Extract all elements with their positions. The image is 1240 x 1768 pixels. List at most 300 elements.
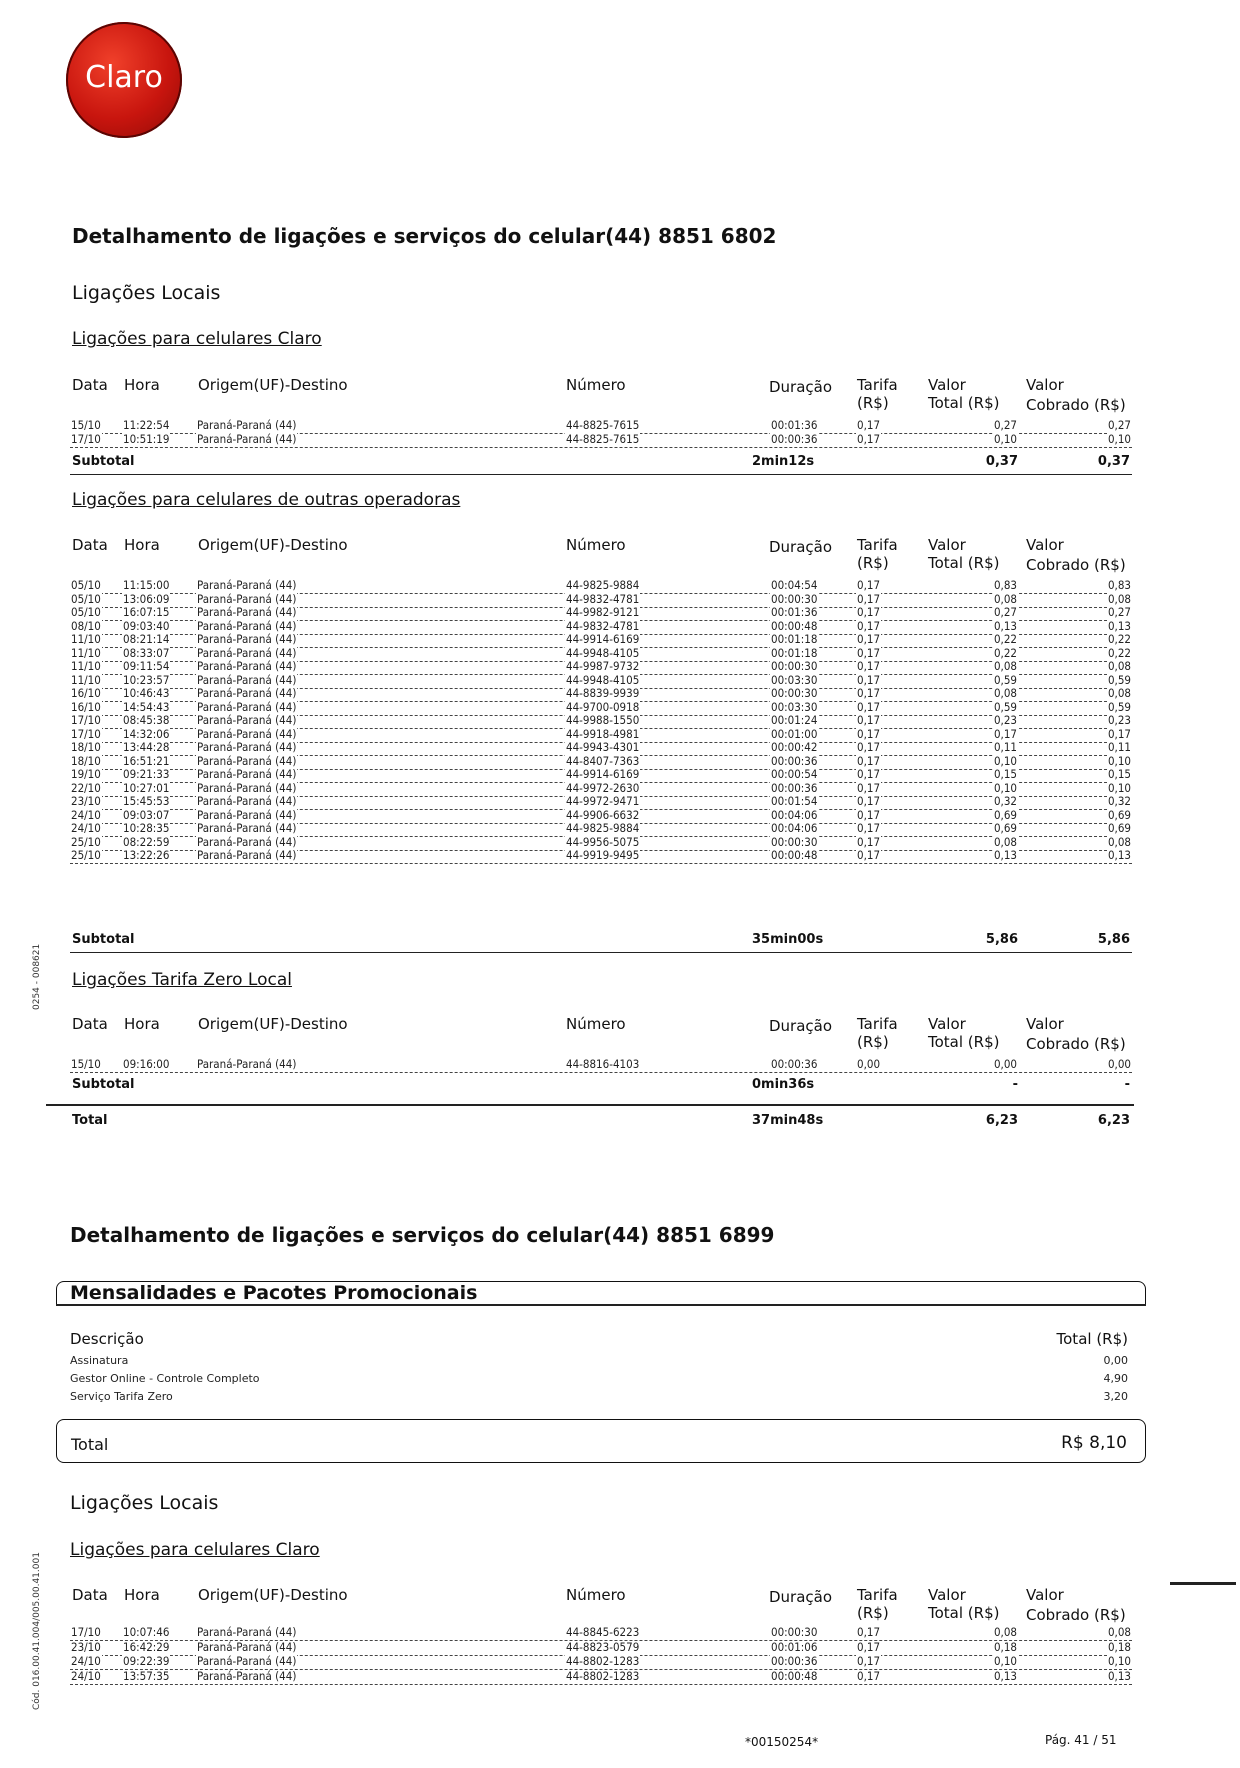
header-duracao: Duração	[769, 1017, 833, 1035]
cell-numero: 44-9948-4105	[566, 672, 640, 687]
cell-origem: Paraná-Paraná (44)	[197, 418, 297, 432]
cell-data: 24/10	[71, 1654, 101, 1668]
cell-data: 05/10	[71, 578, 101, 592]
cell-valor-total: 0,10	[993, 431, 1017, 446]
cell-data: 11/10	[71, 632, 101, 646]
cell-numero: 44-9956-5075	[566, 834, 640, 849]
cell-duracao: 00:00:54	[771, 767, 818, 781]
cell-data: 17/10	[71, 713, 101, 727]
cell-hora: 14:54:43	[123, 699, 170, 714]
cell-numero: 44-9919-9495	[566, 848, 640, 862]
cell-hora: 11:22:54	[123, 418, 170, 432]
cell-data: 23/10	[71, 1639, 101, 1654]
cell-valor-cobrado: 0,10	[1107, 780, 1131, 795]
cell-hora: 09:21:33	[123, 767, 170, 781]
cell-hora: 08:45:38	[123, 713, 170, 727]
cell-origem: Paraná-Paraná (44)	[197, 726, 297, 741]
cell-valor-total: 0,69	[993, 807, 1017, 822]
cell-numero: 44-9988-1550	[566, 713, 640, 727]
header-vt2: Total (R$)	[928, 1033, 1000, 1051]
cell-valor-total: 0,08	[993, 591, 1017, 606]
cell-valor-total: 0,10	[993, 1654, 1017, 1668]
mensalidade-value: 4,90	[1103, 1372, 1128, 1385]
header-numero: Número	[566, 376, 626, 394]
cell-origem: Paraná-Paraná (44)	[197, 1639, 297, 1654]
header-hora: Hora	[124, 376, 160, 394]
cell-data: 11/10	[71, 645, 101, 660]
header-origem: Origem(UF)-Destino	[198, 536, 348, 554]
header-numero: Número	[566, 1015, 626, 1033]
subtotal-row	[70, 454, 1132, 472]
subtotal-valor-cobrado: 6,23	[1097, 1113, 1130, 1128]
cell-valor-cobrado: 0,59	[1107, 672, 1131, 687]
cell-valor-cobrado: 0,10	[1107, 753, 1131, 768]
cell-hora: 14:32:06	[123, 726, 170, 741]
header-origem: Origem(UF)-Destino	[198, 1015, 348, 1033]
cell-tarifa: 0,17	[857, 618, 881, 633]
cell-valor-total: 0,00	[993, 1057, 1017, 1071]
subtotal-underline	[70, 474, 1132, 475]
block-zero-title: Ligações Tarifa Zero Local	[72, 970, 292, 990]
subtotal-valor-total: 0,37	[985, 454, 1018, 469]
cell-data: 24/10	[71, 1668, 101, 1683]
cell-tarifa: 0,17	[857, 605, 881, 619]
cell-data: 17/10	[71, 726, 101, 741]
cell-duracao: 00:00:36	[771, 780, 818, 795]
cell-data: 19/10	[71, 767, 101, 781]
cell-origem: Paraná-Paraná (44)	[197, 431, 297, 446]
cell-origem: Paraná-Paraná (44)	[197, 645, 297, 660]
header-numero: Número	[566, 1586, 626, 1604]
header-tarifa2: (R$)	[857, 1604, 889, 1622]
table-row	[70, 1626, 1132, 1641]
header-data: Data	[72, 536, 108, 554]
cell-tarifa: 0,17	[857, 659, 881, 673]
cell-hora: 09:22:39	[123, 1654, 170, 1668]
cell-hora: 10:28:35	[123, 821, 170, 835]
cell-data: 15/10	[71, 1057, 101, 1071]
cell-numero: 44-9982-9121	[566, 605, 640, 619]
cell-hora: 13:22:26	[123, 848, 170, 862]
cell-origem: Paraná-Paraná (44)	[197, 767, 297, 781]
cell-valor-cobrado: 0,83	[1107, 578, 1131, 592]
subtotal-valor-cobrado: 0,37	[1097, 454, 1130, 469]
cell-tarifa: 0,17	[857, 1668, 881, 1683]
header-tarifa1: Tarifa	[857, 536, 898, 554]
cell-data: 11/10	[71, 659, 101, 673]
page-number: Pág. 41 / 51	[1045, 1733, 1117, 1747]
cell-valor-total: 0,13	[993, 848, 1017, 862]
cell-numero: 44-9825-9884	[566, 821, 640, 835]
cell-numero: 44-9825-9884	[566, 578, 640, 592]
cell-tarifa: 0,17	[857, 726, 881, 741]
section1-title: Detalhamento de ligações e serviços do celular(44) 8851 6802	[72, 224, 777, 248]
cell-origem: Paraná-Paraná (44)	[197, 618, 297, 633]
cell-valor-total: 0,83	[993, 578, 1017, 592]
header-vt1: Valor	[928, 376, 966, 394]
mensalidade-value: 3,20	[1103, 1390, 1128, 1403]
cell-hora: 16:42:29	[123, 1639, 170, 1654]
cell-valor-cobrado: 0,08	[1107, 834, 1131, 849]
cell-valor-cobrado: 0,11	[1107, 740, 1131, 754]
cell-numero: 44-9914-6169	[566, 767, 640, 781]
table-row	[70, 849, 1132, 864]
cell-origem: Paraná-Paraná (44)	[197, 848, 297, 862]
header-hora: Hora	[124, 536, 160, 554]
header-tarifa1: Tarifa	[857, 1586, 898, 1604]
cell-origem: Paraná-Paraná (44)	[197, 834, 297, 849]
subtotal-label: Subtotal	[72, 454, 135, 469]
cell-tarifa: 0,17	[857, 632, 881, 646]
header-duracao: Duração	[769, 538, 833, 556]
mensalidades-title: Mensalidades e Pacotes Promocionais	[70, 1282, 478, 1304]
header-hora: Hora	[124, 1586, 160, 1604]
subtotal-valor-cobrado: -	[1124, 1077, 1130, 1092]
descricao-header: Descrição	[70, 1330, 144, 1348]
table-row	[70, 1058, 1132, 1073]
mensalidades-total-box	[56, 1419, 1146, 1463]
cell-origem: Paraná-Paraná (44)	[197, 740, 297, 754]
mensalidades-underline	[56, 1304, 1146, 1306]
header-duracao: Duração	[769, 1588, 833, 1606]
cell-valor-total: 0,08	[993, 659, 1017, 673]
header-vc1: Valor	[1026, 376, 1064, 394]
cell-tarifa: 0,17	[857, 1654, 881, 1668]
cell-duracao: 00:00:36	[771, 431, 818, 446]
cell-origem: Paraná-Paraná (44)	[197, 807, 297, 822]
mensalidade-desc: Gestor Online - Controle Completo	[70, 1372, 260, 1385]
cell-duracao: 00:01:06	[771, 1639, 818, 1654]
cell-numero: 44-9832-4781	[566, 591, 640, 606]
cell-valor-total: 0,27	[993, 605, 1017, 619]
header-vc1: Valor	[1026, 1586, 1064, 1604]
cell-origem: Paraná-Paraná (44)	[197, 1625, 297, 1639]
table-header-1	[0, 376, 1240, 416]
subtotal-valor-total: -	[1012, 1077, 1018, 1092]
cell-valor-cobrado: 0,13	[1107, 1668, 1131, 1683]
cell-numero: 44-8845-6223	[566, 1625, 640, 1639]
cell-tarifa: 0,17	[857, 821, 881, 835]
cell-numero: 44-9948-4105	[566, 645, 640, 660]
mensalidades-total-label: Total	[71, 1435, 109, 1454]
cell-valor-cobrado: 0,17	[1107, 726, 1131, 741]
cell-valor-cobrado: 0,13	[1107, 848, 1131, 862]
cell-numero: 44-8816-4103	[566, 1057, 640, 1071]
cell-valor-cobrado: 0,69	[1107, 807, 1131, 822]
subtotal-valor-total: 5,86	[985, 932, 1018, 947]
table-row	[70, 1670, 1132, 1685]
cell-valor-total: 0,17	[993, 726, 1017, 741]
cell-duracao: 00:01:18	[771, 632, 818, 646]
cell-tarifa: 0,17	[857, 848, 881, 862]
header-vc1: Valor	[1026, 1015, 1064, 1033]
subtotal-label: Total	[72, 1113, 108, 1128]
cell-origem: Paraná-Paraná (44)	[197, 578, 297, 592]
section2-sub-locais: Ligações Locais	[70, 1492, 219, 1514]
header-data: Data	[72, 376, 108, 394]
cell-origem: Paraná-Paraná (44)	[197, 821, 297, 835]
cell-data: 24/10	[71, 821, 101, 835]
header-vc2: Cobrado (R$)	[1026, 396, 1126, 414]
header-vc2: Cobrado (R$)	[1026, 1606, 1126, 1624]
section2-title: Detalhamento de ligações e serviços do celular(44) 8851 6899	[70, 1223, 775, 1247]
header-tarifa1: Tarifa	[857, 1015, 898, 1033]
side-code-top: 0254 - 008621	[32, 943, 42, 1010]
cell-duracao: 00:00:36	[771, 753, 818, 768]
cell-hora: 09:16:00	[123, 1057, 170, 1071]
cell-origem: Paraná-Paraná (44)	[197, 699, 297, 714]
cell-valor-total: 0,13	[993, 618, 1017, 633]
header-tarifa2: (R$)	[857, 554, 889, 572]
cell-numero: 44-9987-9732	[566, 659, 640, 673]
cell-data: 18/10	[71, 740, 101, 754]
header-hora: Hora	[124, 1015, 160, 1033]
cell-valor-total: 0,11	[993, 740, 1017, 754]
cell-hora: 08:33:07	[123, 645, 170, 660]
cell-numero: 44-9914-6169	[566, 632, 640, 646]
cell-hora: 09:03:07	[123, 807, 170, 822]
cell-duracao: 00:01:36	[771, 605, 818, 619]
cell-data: 15/10	[71, 418, 101, 432]
cell-data: 25/10	[71, 834, 101, 849]
margin-mark	[1170, 1582, 1236, 1585]
header-vt1: Valor	[928, 1586, 966, 1604]
header-origem: Origem(UF)-Destino	[198, 1586, 348, 1604]
cell-duracao: 00:01:54	[771, 794, 818, 808]
cell-duracao: 00:01:24	[771, 713, 818, 727]
cell-duracao: 00:00:30	[771, 686, 818, 700]
cell-hora: 13:57:35	[123, 1668, 170, 1683]
claro-logo	[66, 22, 182, 138]
table-header-3	[0, 1015, 1240, 1055]
cell-numero: 44-9700-0918	[566, 699, 640, 714]
cell-origem: Paraná-Paraná (44)	[197, 1668, 297, 1683]
header-tarifa1: Tarifa	[857, 376, 898, 394]
cell-origem: Paraná-Paraná (44)	[197, 672, 297, 687]
cell-hora: 16:07:15	[123, 605, 170, 619]
cell-tarifa: 0,17	[857, 431, 881, 446]
section2-block-claro-title: Ligações para celulares Claro	[70, 1540, 320, 1560]
cell-numero: 44-9918-4981	[566, 726, 640, 741]
cell-valor-cobrado: 0,32	[1107, 794, 1131, 808]
cell-duracao: 00:00:36	[771, 1654, 818, 1668]
subtotal-duracao: 2min12s	[752, 454, 815, 469]
cell-duracao: 00:04:54	[771, 578, 818, 592]
header-vc2: Cobrado (R$)	[1026, 1035, 1126, 1053]
cell-valor-total: 0,10	[993, 780, 1017, 795]
cell-hora: 13:44:28	[123, 740, 170, 754]
cell-data: 05/10	[71, 591, 101, 606]
cell-numero: 44-8802-1283	[566, 1668, 640, 1683]
cell-origem: Paraná-Paraná (44)	[197, 605, 297, 619]
cell-numero: 44-9832-4781	[566, 618, 640, 633]
cell-hora: 09:11:54	[123, 659, 170, 673]
cell-duracao: 00:00:36	[771, 1057, 818, 1071]
cell-hora: 10:46:43	[123, 686, 170, 700]
cell-hora: 10:27:01	[123, 780, 170, 795]
cell-valor-total: 0,22	[993, 632, 1017, 646]
table-header-2	[0, 536, 1240, 576]
cell-data: 16/10	[71, 699, 101, 714]
cell-valor-cobrado: 0,10	[1107, 1654, 1131, 1668]
block-claro-title: Ligações para celulares Claro	[72, 329, 322, 349]
cell-valor-cobrado: 0,08	[1107, 686, 1131, 700]
cell-valor-total: 0,22	[993, 645, 1017, 660]
cell-tarifa: 0,17	[857, 591, 881, 606]
cell-data: 16/10	[71, 686, 101, 700]
cell-valor-total: 0,08	[993, 1625, 1017, 1639]
cell-origem: Paraná-Paraná (44)	[197, 686, 297, 700]
cell-duracao: 00:00:30	[771, 1625, 818, 1639]
block-outras-title: Ligações para celulares de outras operadoras	[72, 490, 461, 510]
cell-valor-total: 0,08	[993, 834, 1017, 849]
cell-valor-cobrado: 0,59	[1107, 699, 1131, 714]
header-vt2: Total (R$)	[928, 554, 1000, 572]
total-rs-header: Total (R$)	[1056, 1330, 1128, 1348]
cell-tarifa: 0,17	[857, 794, 881, 808]
cell-valor-total: 0,08	[993, 686, 1017, 700]
cell-duracao: 00:01:00	[771, 726, 818, 741]
cell-hora: 16:51:21	[123, 753, 170, 768]
cell-data: 11/10	[71, 672, 101, 687]
mensalidades-total-value: R$ 8,10	[1061, 1433, 1127, 1453]
cell-valor-cobrado: 0,08	[1107, 591, 1131, 606]
cell-valor-cobrado: 0,18	[1107, 1639, 1131, 1654]
cell-valor-cobrado: 0,15	[1107, 767, 1131, 781]
cell-duracao: 00:01:18	[771, 645, 818, 660]
cell-valor-cobrado: 0,23	[1107, 713, 1131, 727]
table-row	[70, 433, 1132, 448]
cell-valor-total: 0,59	[993, 672, 1017, 687]
cell-hora: 13:06:09	[123, 591, 170, 606]
cell-hora: 10:23:57	[123, 672, 170, 687]
cell-numero: 44-9906-6632	[566, 807, 640, 822]
cell-duracao: 00:00:42	[771, 740, 818, 754]
barcode-text: *00150254*	[745, 1735, 819, 1749]
cell-valor-cobrado: 0,10	[1107, 431, 1131, 446]
header-origem: Origem(UF)-Destino	[198, 376, 348, 394]
cell-tarifa: 0,17	[857, 767, 881, 781]
table-row	[70, 1655, 1132, 1670]
cell-numero: 44-9972-9471	[566, 794, 640, 808]
cell-valor-total: 0,59	[993, 699, 1017, 714]
header-data: Data	[72, 1586, 108, 1604]
cell-duracao: 00:00:30	[771, 834, 818, 849]
header-vt2: Total (R$)	[928, 394, 1000, 412]
cell-valor-total: 0,32	[993, 794, 1017, 808]
header-tarifa2: (R$)	[857, 394, 889, 412]
cell-tarifa: 0,00	[857, 1057, 881, 1071]
cell-hora: 09:03:40	[123, 618, 170, 633]
cell-tarifa: 0,17	[857, 686, 881, 700]
cell-origem: Paraná-Paraná (44)	[197, 591, 297, 606]
cell-valor-cobrado: 0,13	[1107, 618, 1131, 633]
cell-duracao: 00:00:48	[771, 618, 818, 633]
header-data: Data	[72, 1015, 108, 1033]
header-vt2: Total (R$)	[928, 1604, 1000, 1622]
cell-data: 05/10	[71, 605, 101, 619]
cell-valor-total: 0,69	[993, 821, 1017, 835]
cell-tarifa: 0,17	[857, 713, 881, 727]
cell-data: 08/10	[71, 618, 101, 633]
cell-duracao: 00:00:48	[771, 1668, 818, 1683]
cell-hora: 08:21:14	[123, 632, 170, 646]
cell-valor-cobrado: 0,69	[1107, 821, 1131, 835]
cell-numero: 44-8407-7363	[566, 753, 640, 768]
cell-tarifa: 0,17	[857, 780, 881, 795]
cell-valor-cobrado: 0,27	[1107, 605, 1131, 619]
cell-hora: 10:51:19	[123, 431, 170, 446]
cell-valor-total: 0,10	[993, 753, 1017, 768]
cell-tarifa: 0,17	[857, 1639, 881, 1654]
cell-data: 22/10	[71, 780, 101, 795]
cell-valor-total: 0,15	[993, 767, 1017, 781]
cell-tarifa: 0,17	[857, 699, 881, 714]
cell-numero: 44-8802-1283	[566, 1654, 640, 1668]
header-vt1: Valor	[928, 536, 966, 554]
mensalidade-desc: Serviço Tarifa Zero	[70, 1390, 173, 1403]
cell-tarifa: 0,17	[857, 753, 881, 768]
cell-origem: Paraná-Paraná (44)	[197, 794, 297, 808]
cell-duracao: 00:00:48	[771, 848, 818, 862]
cell-hora: 10:07:46	[123, 1625, 170, 1639]
cell-numero: 44-8825-7615	[566, 418, 640, 432]
cell-hora: 15:45:53	[123, 794, 170, 808]
subtotal-row	[70, 1077, 1132, 1095]
cell-data: 18/10	[71, 753, 101, 768]
cell-valor-cobrado: 0,22	[1107, 645, 1131, 660]
section1-sub-locais: Ligações Locais	[72, 282, 221, 304]
cell-data: 24/10	[71, 807, 101, 822]
cell-duracao: 00:04:06	[771, 807, 818, 822]
subtotal-label: Subtotal	[72, 1077, 135, 1092]
cell-data: 25/10	[71, 848, 101, 862]
cell-valor-total: 0,13	[993, 1668, 1017, 1683]
cell-duracao: 00:03:30	[771, 699, 818, 714]
subtotal-underline	[70, 952, 1132, 953]
cell-tarifa: 0,17	[857, 672, 881, 687]
subtotal-row	[70, 932, 1132, 950]
cell-numero: 44-9972-2630	[566, 780, 640, 795]
cell-origem: Paraná-Paraná (44)	[197, 659, 297, 673]
cell-origem: Paraná-Paraná (44)	[197, 713, 297, 727]
table-header-4	[0, 1586, 1240, 1626]
header-vc2: Cobrado (R$)	[1026, 556, 1126, 574]
cell-valor-total: 0,23	[993, 713, 1017, 727]
cell-data: 17/10	[71, 431, 101, 446]
cell-valor-cobrado: 0,27	[1107, 418, 1131, 432]
cell-hora: 08:22:59	[123, 834, 170, 849]
cell-origem: Paraná-Paraná (44)	[197, 780, 297, 795]
cell-tarifa: 0,17	[857, 418, 881, 432]
cell-valor-total: 0,18	[993, 1639, 1017, 1654]
cell-valor-cobrado: 0,22	[1107, 632, 1131, 646]
subtotal-valor-total: 6,23	[985, 1113, 1018, 1128]
header-vc1: Valor	[1026, 536, 1064, 554]
subtotal-row	[70, 1113, 1132, 1131]
cell-data: 23/10	[71, 794, 101, 808]
logo-text: Claro	[85, 60, 163, 95]
cell-duracao: 00:04:06	[771, 821, 818, 835]
cell-numero: 44-8839-9939	[566, 686, 640, 700]
cell-tarifa: 0,17	[857, 740, 881, 754]
mensalidade-desc: Assinatura	[70, 1354, 129, 1367]
cell-duracao: 00:00:30	[771, 591, 818, 606]
cell-origem: Paraná-Paraná (44)	[197, 753, 297, 768]
divider-total	[46, 1104, 1134, 1106]
cell-tarifa: 0,17	[857, 834, 881, 849]
side-code-bottom: Cód. 016.00.41.004/005.00.41.001	[32, 1552, 42, 1710]
